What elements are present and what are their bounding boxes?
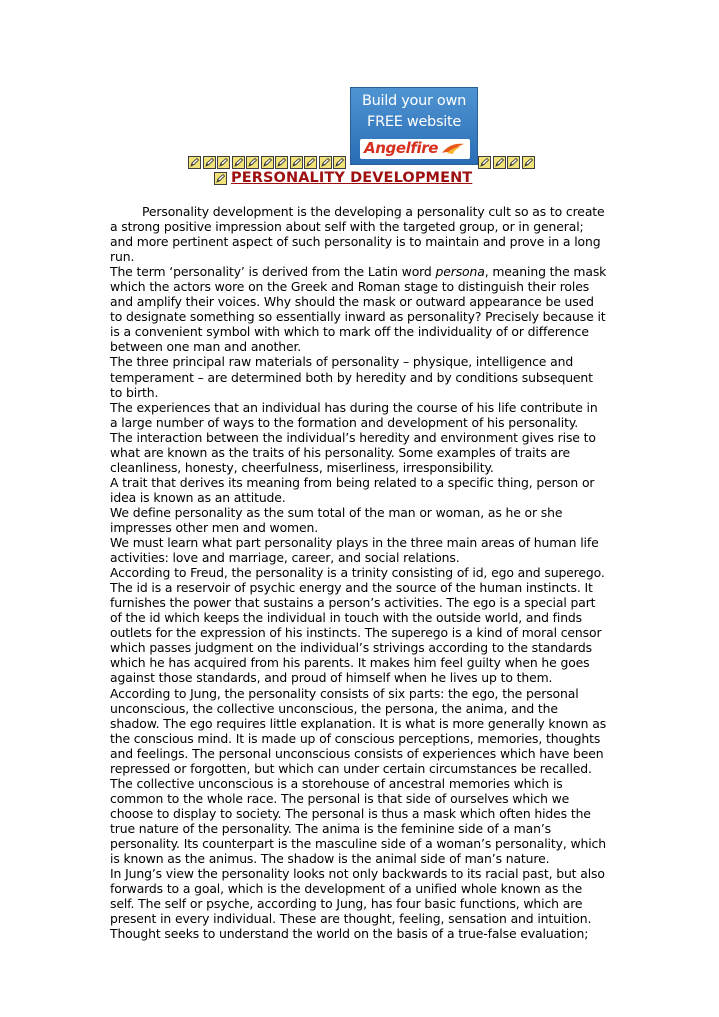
- paragraph-experiences: The experiences that an individual has during the course of his life contribute in a large number of ways to the formation and development of his personality.: [110, 399, 598, 430]
- flame-icon: [440, 141, 466, 157]
- paragraph-jung-view: In Jung’s view the personality looks not only backwards to its racial past, but also forwards to a goal, which is the development of a unified whole known as the self. The self or psyche, according to Jung, has four basic functions, which are present in every individual. These are thought, feeling, sensation and intuition. Thought seeks to understand the world on the basis of a true-false evaluation;: [110, 866, 605, 942]
- pencil-icon: [232, 156, 245, 169]
- latin-word: persona: [435, 264, 485, 280]
- paragraph-definition: We define personality as the sum total of the man or woman, as he or she impresses other men and women.: [110, 504, 563, 535]
- ad-line-1: Build your own: [362, 93, 466, 109]
- angelfire-brand-text: Angelfire: [364, 139, 438, 157]
- ad-line-2: FREE website: [367, 114, 461, 130]
- pencil-icon: [522, 156, 535, 169]
- paragraph-jung: According to Jung, the personality consists of six parts: the ego, the personal unconscious, the collective unconscious, the persona, the anima, and the shadow. The ego requires little explanation. It is what is more generally known as the conscious mind. It is made up of conscious perceptions, memories, thoughts and feelings. The personal unconscious consists of experiences which have been repressed or forgotten, but which can under certain circumstances be recalled. The collective unconscious is a storehouse of ancestral memories which is common to the whole race. The personal is that side of ourselves which we choose to display to society. The personal is thus a mask which often hides the true nature of the personality. The anima is the feminine side of a man’s personality. Its counterpart is the masculine side of a woman’s personality, which is known as the animus. The shadow is the animal side of man’s nature.: [110, 685, 607, 867]
- pencil-icon: [217, 156, 230, 169]
- paragraph-traits: The interaction between the individual’s heredity and environment gives rise to what are known as the traits of his personality. Some examples of traits are cleanliness, honesty, cheerfulness, miserliness, irresponsibility.: [110, 429, 596, 475]
- pencil-icon: [261, 156, 274, 169]
- paragraph-freud: According to Freud, the personality is a trinity consisting of id, ego and superego. The id is a reservoir of psychic energy and the source of the human instincts. It furnishes the power that sustains a person’s activities. The ego is a special part of the id which keeps the individual in touch with the outside world, and finds outlets for the expression of his instincts. The superego is a kind of moral censor which passes judgment on the individual’s strivings according to the standards which he has acquired from his parents. It makes him feel guilty when he goes against those standards, and proud of himself when he lives up to them.: [110, 565, 605, 686]
- pencil-icon: [333, 156, 346, 169]
- pencil-icon: [290, 156, 303, 169]
- pencil-icon: [507, 156, 520, 169]
- pencil-icon: [214, 172, 227, 185]
- pencil-icon: [246, 156, 259, 169]
- paragraph-term-end: , meaning the mask which the actors wore on the Greek and Roman stage to distinguish their roles and amplify their voices. Why should the mask or outward appearance be used to designate something so essentially inward as personality? Precisely because it is a convenient symbol with which to mark off the individuality of or difference between one man and another.: [110, 264, 607, 355]
- pencil-icon: [203, 156, 216, 169]
- paragraph-term: [110, 264, 608, 354]
- pencil-icon: [188, 156, 201, 169]
- paragraph-life-areas: We must learn what part personality plays in the three main areas of human life activities: love and marriage, career, and social relations.: [110, 535, 599, 566]
- decorative-icon-row-title: [214, 172, 229, 185]
- document-body: [110, 204, 608, 941]
- pencil-icon: [478, 156, 491, 169]
- pencil-icon: [304, 156, 317, 169]
- angelfire-ad-banner[interactable]: [350, 87, 478, 165]
- page-title: PERSONALITY DEVELOPMENT: [231, 170, 473, 186]
- paragraph-raw-materials: The three principal raw materials of personality – physique, intelligence and temperament – are determined both by heredity and by conditions subsequent to birth.: [110, 354, 593, 400]
- pencil-icon: [493, 156, 506, 169]
- paragraph-intro: Personality development is the developing a personality cult so as to create a strong positive impression about self with the targeted group, or in general; and more pertinent aspect of such personality is to maintain and prove in a long run.: [110, 204, 605, 265]
- pencil-icon: [319, 156, 332, 169]
- paragraph-attitude: A trait that derives its meaning from being related to a specific thing, person or idea is known as an attitude.: [110, 474, 595, 505]
- decorative-icon-row-right: [478, 156, 536, 169]
- angelfire-logo: [360, 139, 470, 159]
- paragraph-term-start: The term ‘personality’ is derived from the Latin word: [110, 264, 436, 280]
- pencil-icon: [275, 156, 288, 169]
- decorative-icon-row-left: [188, 156, 348, 169]
